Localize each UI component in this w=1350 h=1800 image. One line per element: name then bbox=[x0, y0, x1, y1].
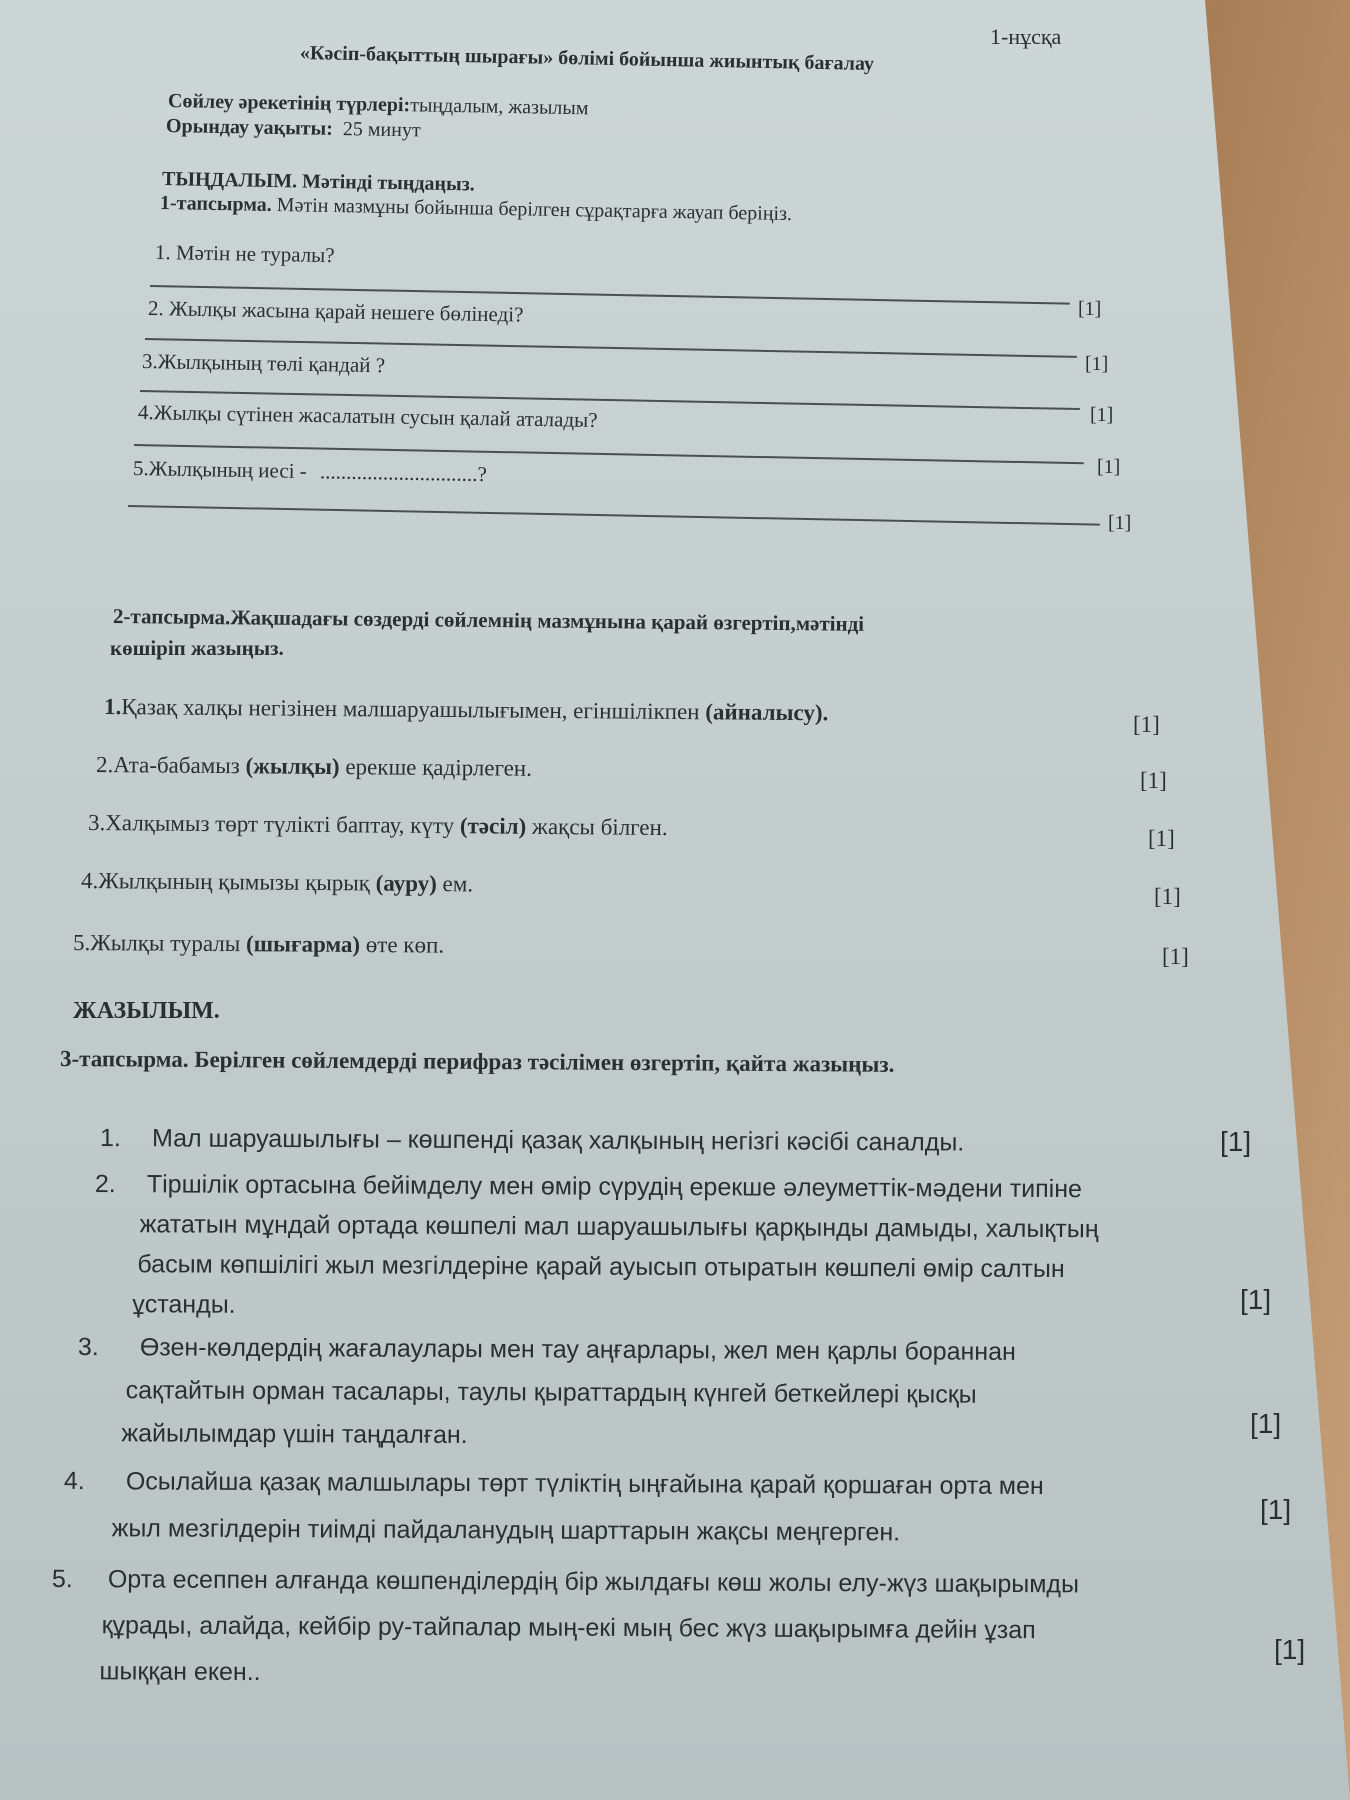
task3-item-4 bbox=[64, 1458, 1044, 1557]
task2-item-2-after: ерекше қадірлеген. bbox=[339, 754, 533, 781]
task3-item-2-line-2: жататын мұндай ортада көшпелі мал шаруашылығы қарқынды дамыды, халықтың bbox=[139, 1210, 1099, 1244]
question-1-mark: [1] bbox=[1078, 298, 1102, 320]
task2-item-2-mark: [1] bbox=[1140, 768, 1167, 793]
activity-types-value: тыңдалым, жазылым bbox=[409, 94, 589, 120]
task1-heading bbox=[160, 192, 792, 226]
task2-item-4-mark: [1] bbox=[1154, 884, 1181, 909]
task2-item-5-text: Жылқы туралы bbox=[90, 930, 247, 957]
task2-item-5-num: 5. bbox=[72, 930, 91, 956]
writing-heading: ЖАЗЫЛЫМ. bbox=[73, 998, 220, 1024]
task3-item-2-line-1: Тіршілік ортасына бейімделу мен өмір сүрудің ерекше әлеуметтік-мәдени типіне bbox=[146, 1170, 1083, 1204]
question-4: 4.Жылқы сүтінен жасалатын сусын қалай аталады? bbox=[137, 400, 598, 433]
variant-label: 1-нұсқа bbox=[990, 24, 1062, 49]
task3-item-5-line-3: шыққан екен.. bbox=[99, 1657, 261, 1687]
question-5 bbox=[133, 456, 487, 487]
question-3: 3.Жылқының төлі қандай ? bbox=[141, 349, 386, 378]
listening-heading-bold: ТЫҢДАЛЫМ. bbox=[161, 168, 298, 193]
duration bbox=[166, 115, 421, 142]
task2-item-4-text: Жылқының қымызы қырық bbox=[98, 868, 376, 896]
task2-heading-line2: көшіріп жазыңыз. bbox=[110, 636, 284, 660]
task2-item-5-after: өте көп. bbox=[360, 932, 445, 958]
task2-item-1-word: (айналысу). bbox=[705, 699, 829, 726]
question-1: 1. Мәтін не туралы? bbox=[154, 240, 335, 268]
task2-item-1-text: Қазақ халқы негізінен малшаруашылығымен, егіншілікпен bbox=[121, 694, 706, 725]
task3-item-2 bbox=[94, 1164, 1099, 1329]
task2-item-2-word: (жылқы) bbox=[245, 753, 340, 780]
duration-label: Орындау уақыты: bbox=[165, 115, 334, 140]
task2-item-3-text: Халқымыз төрт түлікті баптау, күту bbox=[105, 810, 461, 839]
duration-value: 25 минут bbox=[342, 118, 421, 142]
question-3-mark: [1] bbox=[1090, 404, 1114, 426]
task3-item-5-line-2: құрады, алайда, кейбір ру-тайпалар мың-екі мың бес жүз шақырымға дейін ұзап bbox=[101, 1611, 1036, 1645]
task2-item-1-mark: [1] bbox=[1133, 712, 1160, 737]
task3-item-4-num: 4. bbox=[63, 1466, 85, 1496]
task1-instruction: Мәтін мазмұны бойынша берілген сұрақтарға жауап беріңіз. bbox=[276, 194, 793, 226]
task3-item-5-line-1: Орта есеппен алғанда көшпенділердің бір жылдағы көш жолы елу-жүз шақырымды bbox=[107, 1565, 1080, 1599]
task2-item-3-num: 3. bbox=[87, 810, 106, 836]
task3-item-5-mark: [1] bbox=[1274, 1634, 1306, 1665]
listening-heading-rest: Мәтінді тыңдаңыз. bbox=[301, 170, 475, 196]
task2-item-2-num: 2. bbox=[95, 752, 114, 778]
task3-item-1-num: 1. bbox=[99, 1124, 121, 1153]
task2-item-5-mark: [1] bbox=[1162, 944, 1189, 969]
task2-item-2-text: Ата-бабамыз bbox=[113, 752, 246, 779]
task3-item-5-num: 5. bbox=[51, 1564, 73, 1594]
task2-heading-line1: 2-тапсырма.Жақшадағы сөздерді сөйлемнің мазмұнына қарай өзгертіп,мәтінді bbox=[112, 604, 865, 636]
page-title: «Кәсіп-бақыттың шырағы» бөлімі бойынша жиынтық бағалау bbox=[299, 42, 875, 76]
task3-item-4-line-1: Осылайша қазақ малшылары төрт түліктің ыңғайына қарай қоршаған орта мен bbox=[125, 1467, 1044, 1501]
task3-item-4-mark: [1] bbox=[1260, 1494, 1292, 1525]
task2-item-1 bbox=[104, 694, 829, 726]
answer-line-5[interactable] bbox=[128, 505, 1100, 526]
task3-item-2-line-3: басым көпшілігі жыл мезгілдеріне қарай ауысып отыратын көшпелі өмір салтын bbox=[137, 1250, 1065, 1284]
task3-item-3 bbox=[77, 1326, 1016, 1460]
task1-label: 1-тапсырма. bbox=[159, 192, 272, 216]
task3-item-3-num: 3. bbox=[77, 1332, 99, 1362]
question-5-blank: ..............................? bbox=[319, 459, 488, 487]
task3-item-3-line-2: сақтайтын орман тасалары, таулы қыраттардың күнгей беткейлері қысқы bbox=[125, 1376, 977, 1409]
task3-item-4-line-2: жыл мезгілдерін тиімді пайдаланудың шарттарын жақсы меңгерген. bbox=[111, 1514, 901, 1547]
task2-item-4-word: (ауру) bbox=[375, 870, 437, 897]
task2-item-3-word: (тәсіл) bbox=[459, 813, 527, 839]
task2-item-3-mark: [1] bbox=[1148, 826, 1175, 851]
task2-item-4-num: 4. bbox=[80, 868, 99, 894]
task2-item-4 bbox=[81, 868, 473, 897]
question-2: 2. Жылқы жасына қарай нешеге бөлінеді? bbox=[147, 296, 524, 327]
question-4-mark: [1] bbox=[1097, 456, 1121, 478]
task3-item-2-line-4: ұстанды. bbox=[132, 1290, 236, 1319]
task2-item-1-num: 1. bbox=[103, 694, 122, 720]
task3-heading: 3-тапсырма. Берілген сөйлемдерді перифраз тәсілімен өзгертіп, қайта жазыңыз. bbox=[59, 1046, 895, 1077]
task2-item-3 bbox=[88, 810, 668, 841]
task3-item-5 bbox=[51, 1556, 1079, 1699]
task2-item-2 bbox=[96, 752, 532, 782]
task3-item-2-mark: [1] bbox=[1240, 1284, 1272, 1315]
task3-item-3-mark: [1] bbox=[1250, 1408, 1282, 1439]
task3-item-3-line-3: жайылымдар үшін таңдалған. bbox=[121, 1419, 468, 1450]
task3-item-1-mark: [1] bbox=[1220, 1126, 1252, 1157]
question-5-text: 5.Жылқының иесі - bbox=[132, 456, 313, 484]
task3-item-3-line-1: Өзен-көлдердің жағалаулары мен тау аңғарлары, жел мен қарлы бораннан bbox=[139, 1333, 1016, 1366]
task2-item-4-after: ем. bbox=[436, 871, 474, 897]
question-5-mark: [1] bbox=[1108, 512, 1132, 534]
task3-item-1 bbox=[100, 1124, 964, 1158]
task2-item-5-word: (шығарма) bbox=[245, 931, 361, 958]
task2-item-3-after: жақсы білген. bbox=[526, 813, 668, 841]
question-2-mark: [1] bbox=[1085, 353, 1109, 375]
task3-item-1-line-1: Мал шаруашылығы – көшпенді қазақ халқының негізгі кәсібі саналды. bbox=[151, 1124, 965, 1157]
task2-item-5 bbox=[73, 930, 444, 959]
task3-item-2-num: 2. bbox=[94, 1169, 116, 1199]
activity-types-label: Сөйлеу әрекетінің түрлері: bbox=[167, 90, 411, 117]
